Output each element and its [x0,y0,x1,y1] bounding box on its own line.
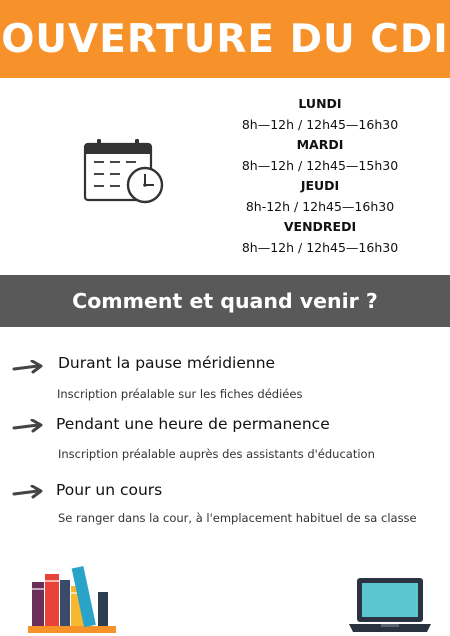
schedule-day-friday [232,217,408,258]
schedule-day-monday [232,94,408,135]
item-description: Se ranger dans la cour, à l'emplacement habituel de sa classe [58,511,417,525]
day-label: JEUDI [300,178,340,193]
arrow-right-icon [12,360,44,374]
opening-hours [232,94,408,258]
hours-label: 8h—12h / 12h45—16h30 [241,116,399,132]
hours-label: 8h-12h / 12h45—16h30 [245,198,395,214]
day-label: VENDREDI [283,219,357,234]
section-title: Comment et quand venir ? [72,289,378,313]
schedule-day-tuesday [232,135,408,176]
item-description: Inscription préalable auprès des assistants d'éducation [58,447,375,461]
arrow-right-icon [12,485,44,499]
day-label: MARDI [296,137,344,152]
books-icon [24,562,120,636]
hours-label: 8h—12h / 12h45—16h30 [241,239,399,255]
title-banner [0,0,450,78]
laptop-icon [347,572,433,636]
item-title: Pour un cours [56,481,163,499]
item-description: Inscription préalable sur les fiches dédiées [57,387,303,401]
arrow-right-icon [12,419,44,433]
item-title: Pendant une heure de permanence [56,415,330,433]
hours-label: 8h—12h / 12h45—15h30 [241,157,399,173]
schedule-day-thursday [232,176,408,217]
calendar-clock-icon [82,138,168,208]
item-title: Durant la pause méridienne [58,354,276,372]
section-banner [0,275,450,327]
day-label: LUNDI [298,96,342,111]
page-title: OUVERTURE DU CDI [1,16,449,62]
